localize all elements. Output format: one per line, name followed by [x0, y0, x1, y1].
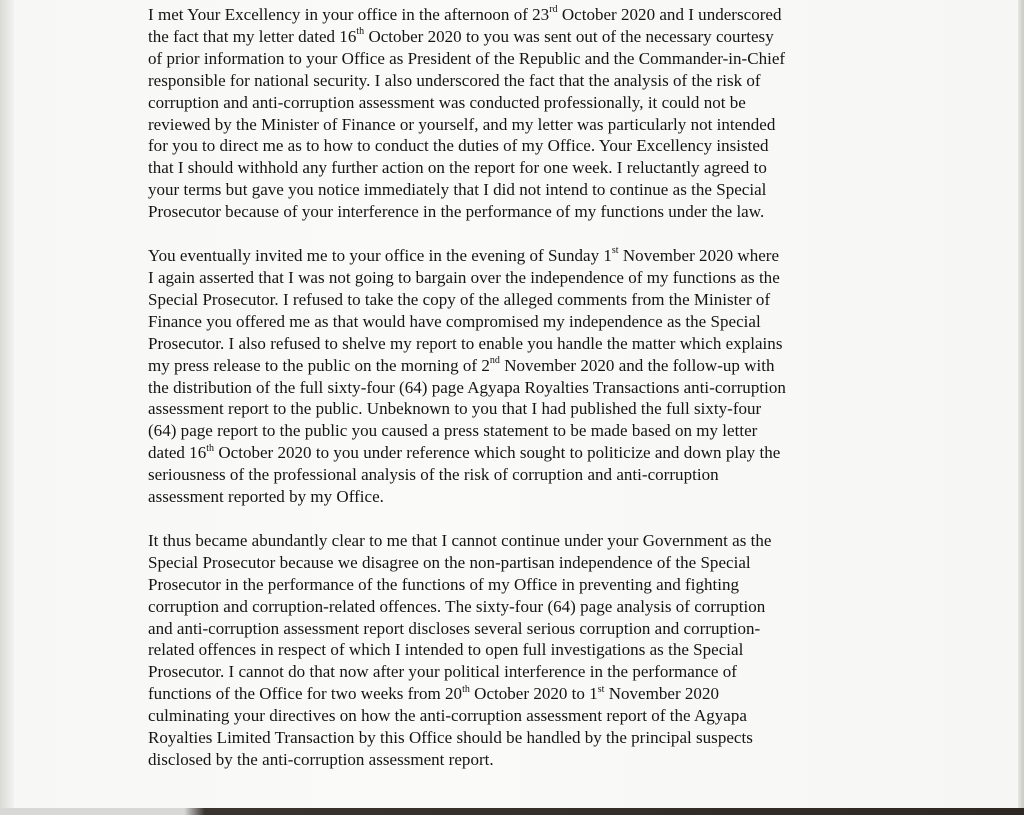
text-run: November 2020	[604, 684, 719, 704]
text-run: Finance you offered me as that would have compromised my independence as the Special	[148, 311, 761, 331]
text-line	[148, 727, 908, 749]
text-line	[148, 749, 908, 771]
ordinal-superscript: st	[611, 245, 619, 257]
text-run: assessment reported by my Office.	[148, 487, 384, 507]
ordinal-superscript: th	[356, 26, 365, 38]
ordinal-superscript: th	[206, 442, 215, 454]
text-run: You eventually invited me to your office in the evening of Sunday 1	[148, 246, 612, 266]
text-run: my press release to the public on the morning of 2	[148, 355, 490, 375]
text-run: the fact that my letter dated 16	[148, 26, 357, 46]
page-left-shadow	[0, 0, 14, 815]
text-run: (64) page report to the public you caused a press statement to be made based on my letter	[148, 421, 758, 441]
ordinal-superscript: nd	[489, 354, 500, 366]
text-run: seriousness of the professional analysis of the risk of corruption and anti-corruption	[148, 465, 719, 485]
text-line	[148, 245, 908, 267]
text-run: Special Prosecutor. I refused to take the copy of the alleged comments from the Minister of	[148, 289, 771, 309]
text-run: the distribution of the full sixty-four (64) page Agyapa Royalties Transactions anti-corruption	[148, 377, 786, 397]
text-run: assessment report to the public. Unbeknown to you that I had published the full sixty-four	[148, 399, 762, 419]
text-line	[148, 661, 908, 683]
text-line	[148, 157, 908, 179]
text-run: reviewed by the Minister of Finance or yourself, and my letter was particularly not intended	[148, 114, 776, 134]
text-run: October 2020 and I underscored	[557, 5, 782, 24]
text-run: disclosed by the anti-corruption assessment report.	[148, 750, 494, 769]
text-run: I again asserted that I was not going to bargain over the independence of my functions as the	[148, 267, 780, 287]
text-run: Prosecutor because of your interference in the performance of my functions under the law.	[148, 202, 765, 222]
text-run: November 2020 where	[618, 246, 780, 266]
text-line	[148, 530, 908, 552]
text-run: Prosecutor in the performance of the functions of my Office in preventing and fighting	[148, 574, 740, 594]
text-run: culminating your directives on how the anti-corruption assessment report of the Agyapa	[148, 706, 747, 726]
text-line	[148, 596, 908, 618]
text-line	[148, 179, 908, 201]
text-line	[148, 70, 908, 92]
text-run: related offences in respect of which I intended to open full investigations as the Special	[148, 640, 744, 660]
text-line	[148, 135, 908, 157]
text-run: corruption and corruption-related offences. The sixty-four (64) page analysis of corruption	[148, 596, 766, 616]
letter-paragraph	[148, 530, 908, 771]
text-line	[148, 355, 908, 377]
text-line	[148, 683, 908, 705]
text-run: Royalties Limited Transaction by this Office should be handled by the principal suspects	[148, 728, 753, 748]
text-line	[148, 4, 908, 26]
text-run: October 2020 to 1	[469, 684, 598, 704]
text-line	[148, 201, 908, 223]
text-line	[148, 48, 908, 70]
text-line	[148, 442, 908, 464]
letter-body	[148, 4, 908, 793]
text-line	[148, 26, 908, 48]
text-line	[148, 486, 908, 508]
text-line	[148, 552, 908, 574]
ordinal-superscript: st	[597, 683, 605, 695]
text-line	[148, 420, 908, 442]
text-line	[148, 574, 908, 596]
text-line	[148, 618, 908, 640]
text-run: and anti-corruption assessment report discloses several serious corruption and corruption-	[148, 618, 761, 638]
text-line	[148, 333, 908, 355]
text-run: November 2020 and the follow-up with	[499, 355, 775, 375]
text-line	[148, 289, 908, 311]
text-line	[148, 114, 908, 136]
text-run: It thus became abundantly clear to me that I cannot continue under your Government as the	[148, 530, 772, 550]
text-run: October 2020 to you under reference which sought to politicize and down play the	[214, 443, 781, 463]
text-line	[148, 377, 908, 399]
letter-paragraph	[148, 4, 908, 223]
text-line	[148, 398, 908, 420]
page-right-edge	[1018, 0, 1024, 815]
ordinal-superscript: rd	[549, 4, 558, 16]
text-line	[148, 464, 908, 486]
text-line	[148, 92, 908, 114]
text-run: functions of the Office for two weeks from 20	[148, 684, 463, 704]
text-run: dated 16	[148, 443, 207, 463]
text-run: your terms but gave you notice immediately that I did not intend to continue as the Special	[148, 180, 767, 200]
text-run: responsible for national security. I also underscored the fact that the analysis of the risk of	[148, 70, 761, 90]
text-run: for you to direct me as to how to conduct the duties of my Office. Your Excellency insisted	[148, 136, 769, 156]
text-run: October 2020 to you was sent out of the necessary courtesy	[364, 26, 774, 46]
text-run: of prior information to your Office as President of the Republic and the Commander-in-Chief	[148, 48, 786, 68]
ordinal-superscript: th	[462, 683, 470, 695]
text-line	[148, 267, 908, 289]
bottom-edge-bar	[0, 808, 1024, 815]
text-run: corruption and anti-corruption assessment was conducted professionally, it could not be	[148, 92, 746, 112]
text-run: I met Your Excellency in your office in the afternoon of 23	[148, 5, 550, 24]
text-line	[148, 705, 908, 727]
letter-paragraph	[148, 245, 908, 508]
text-run: Prosecutor. I also refused to shelve my report to enable you handle the matter which explains	[148, 333, 783, 353]
text-line	[148, 311, 908, 333]
text-run: that I should withhold any further action on the report for one week. I reluctantly agreed to	[148, 158, 767, 178]
text-run: Prosecutor. I cannot do that now after your political interference in the performance of	[148, 662, 737, 682]
text-run: Special Prosecutor because we disagree on the non-partisan independence of the Special	[148, 552, 751, 572]
text-line	[148, 639, 908, 661]
